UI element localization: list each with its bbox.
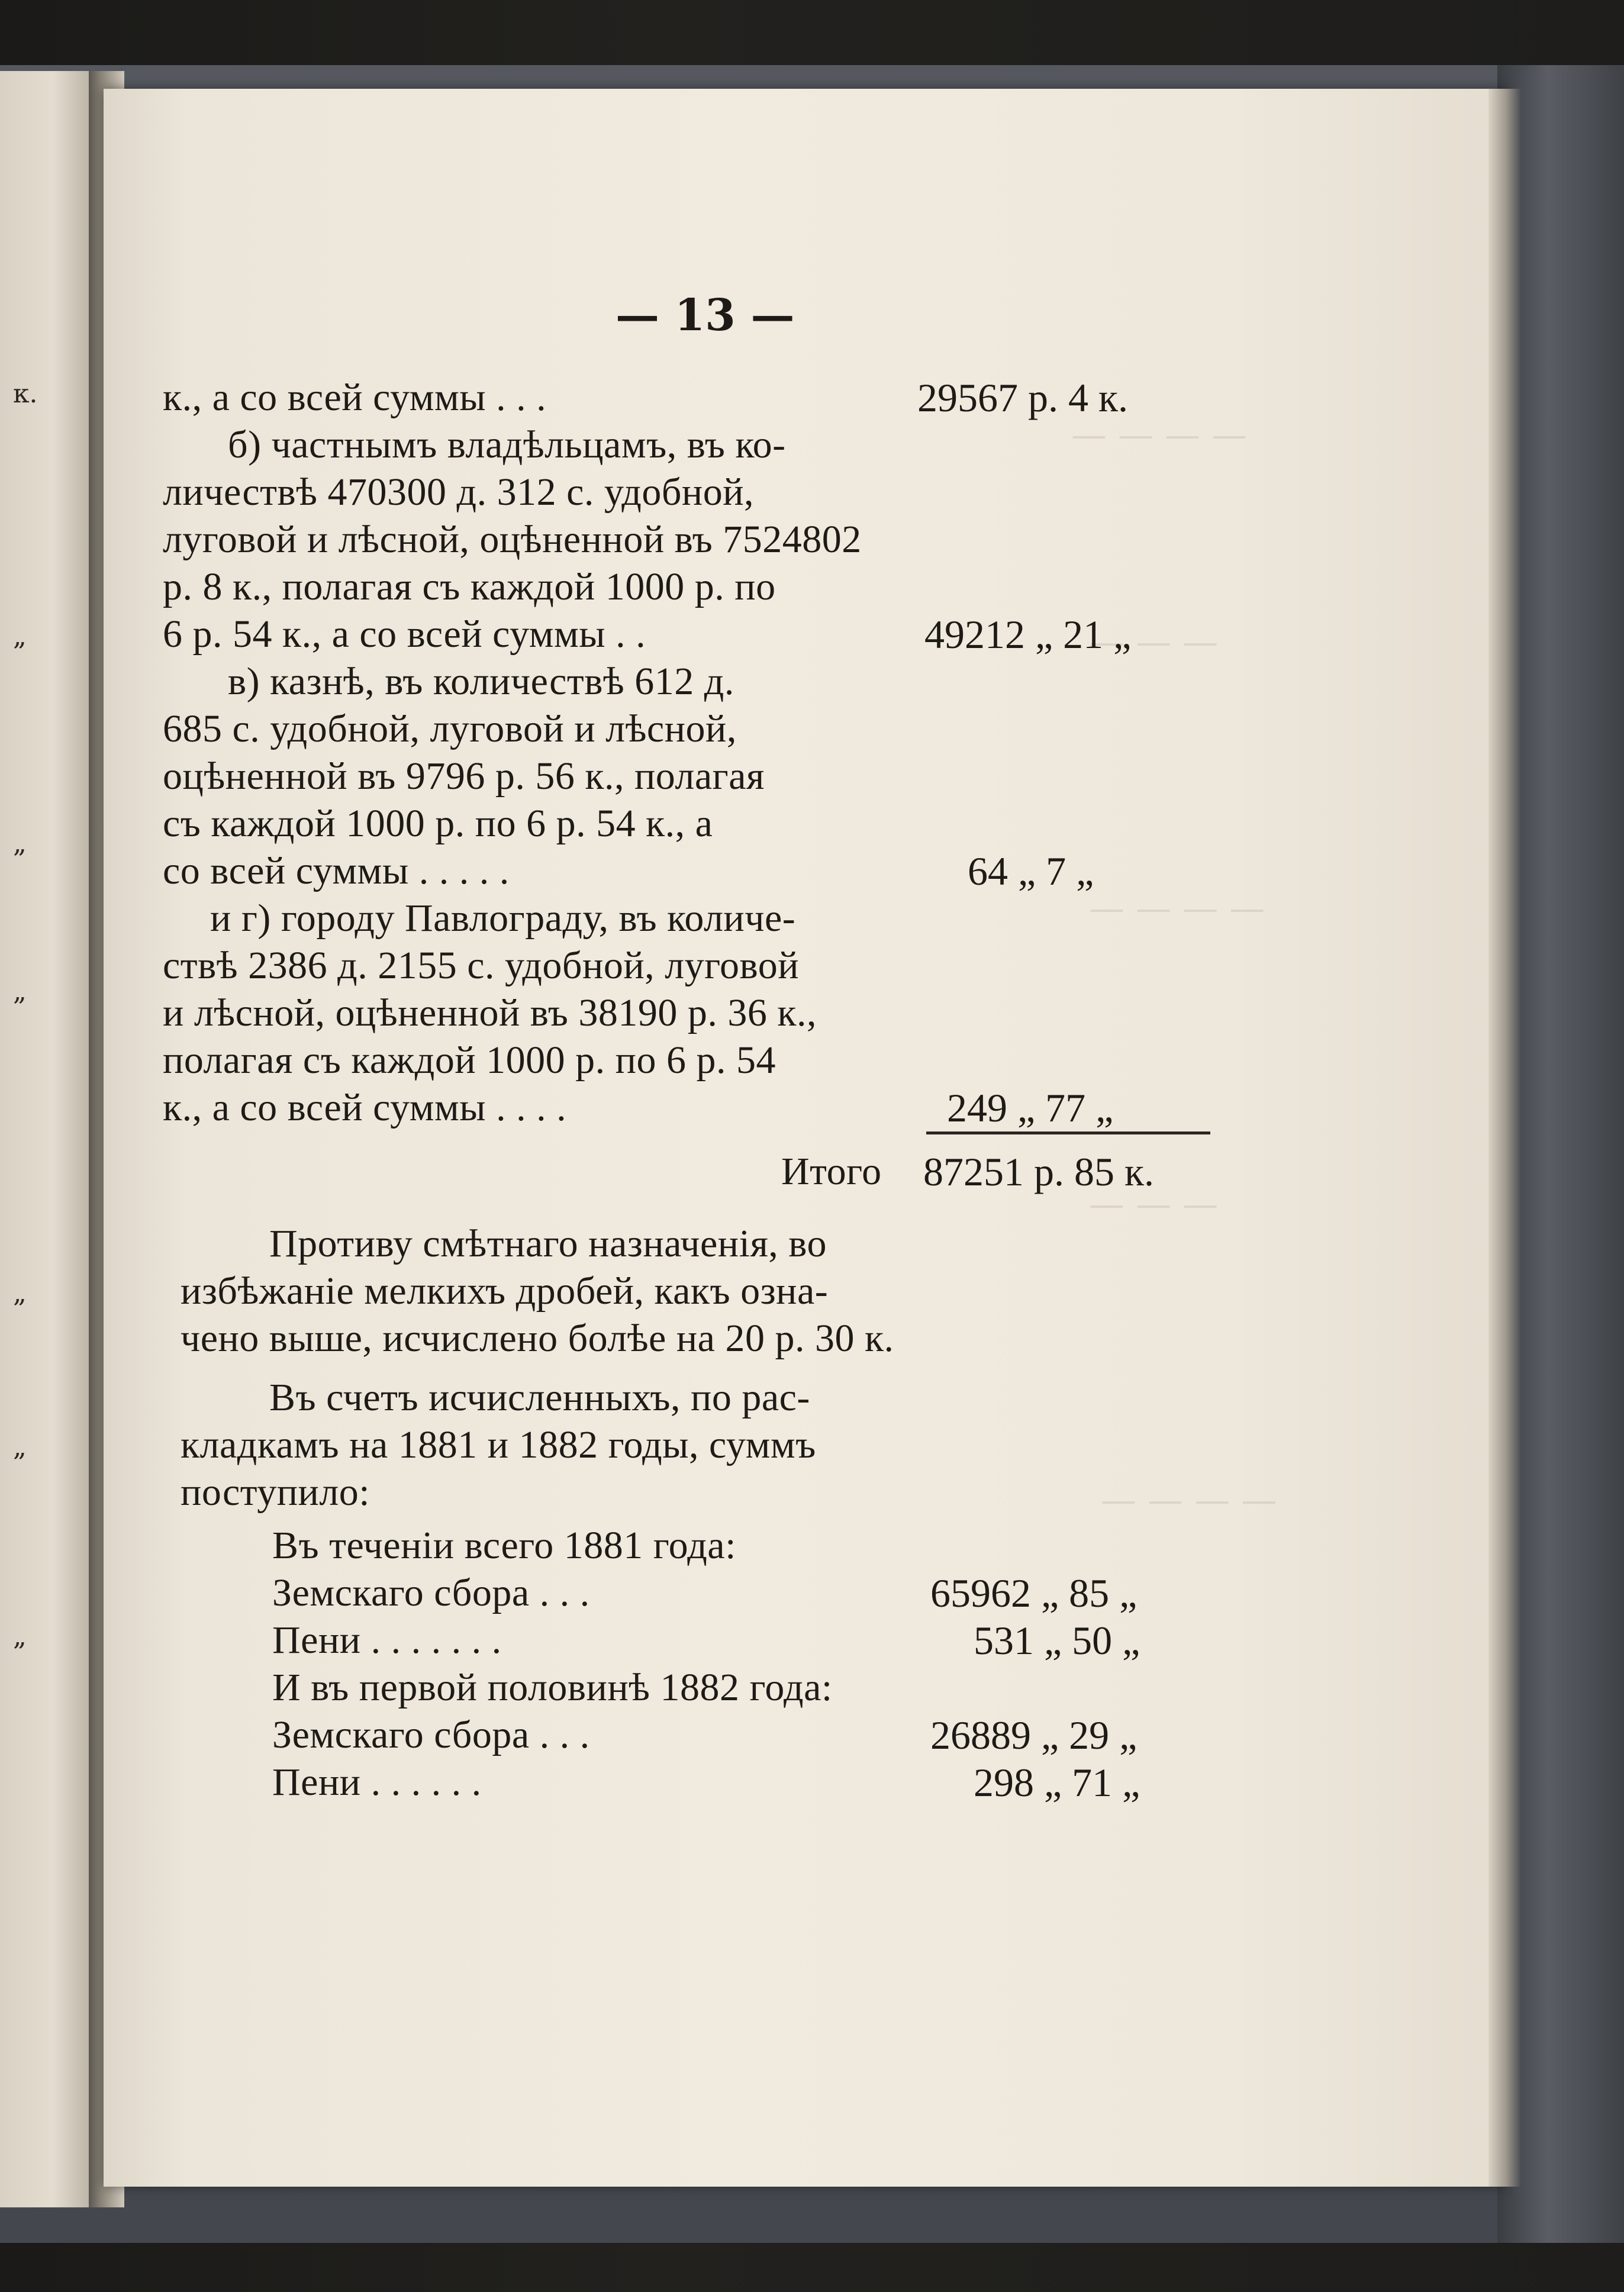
text-line: к., а со всей суммы . . . .: [163, 1086, 567, 1129]
facing-page-mark: „: [13, 976, 27, 1007]
total-label: Итого: [781, 1150, 882, 1193]
amount: 249 „ 77 „: [947, 1085, 1114, 1130]
text-line: кладкамъ на 1881 и 1882 годы, суммъ: [181, 1423, 816, 1466]
amount: 531 „ 50 „: [974, 1618, 1140, 1663]
text-line: 6 р. 54 к., а со всей суммы . .: [163, 613, 646, 656]
text-line: Пени . . . . . .: [272, 1761, 482, 1804]
text-line: р. 8 к., полагая съ каждой 1000 р. по: [163, 565, 776, 608]
text-line: личествѣ 470300 д. 312 с. удобной,: [163, 470, 755, 514]
facing-page-mark: „: [13, 1622, 27, 1652]
facing-page-mark: к.: [13, 379, 38, 409]
text-line: в) казнѣ, въ количествѣ 612 д.: [228, 660, 734, 703]
total-amount: 87251 р. 85 к.: [923, 1149, 1155, 1194]
text-line: Въ теченіи всего 1881 года:: [272, 1524, 736, 1567]
text-line: Въ счетъ исчисленныхъ, по рас-: [269, 1376, 810, 1419]
amount: 29567 р. 4 к.: [917, 375, 1129, 420]
text-line: б) частнымъ владѣльцамъ, въ ко-: [228, 423, 786, 466]
text-line: поступило:: [181, 1471, 370, 1514]
facing-page-mark: „: [13, 1278, 27, 1308]
text-line: Земскаго сбора . . .: [272, 1571, 590, 1614]
text-line: Пени . . . . . . .: [272, 1619, 502, 1662]
text-line: луговой и лѣсной, оцѣненной въ 7524802: [163, 518, 862, 561]
text-line: чено выше, исчислено болѣе на 20 р. 30 к.: [181, 1317, 894, 1360]
amount: 49212 „ 21 „: [924, 612, 1132, 657]
text-line: полагая съ каждой 1000 р. по 6 р. 54: [163, 1039, 776, 1082]
amount: 65962 „ 85 „: [930, 1571, 1138, 1616]
text-line: к., а со всей суммы . . .: [163, 376, 547, 419]
amount: 64 „ 7 „: [968, 849, 1094, 894]
text-line: съ каждой 1000 р. по 6 р. 54 к., а: [163, 802, 713, 845]
text-line: Земскаго сбора . . .: [272, 1713, 590, 1756]
text-line: избѣжаніе мелкихъ дробей, какъ озна-: [181, 1269, 829, 1313]
page-number: — 13 —: [616, 290, 795, 341]
text-line: И въ первой половинѣ 1882 года:: [272, 1666, 833, 1709]
amount: 26889 „ 29 „: [930, 1713, 1138, 1758]
text-line: Противу смѣтнаго назначенія, во: [269, 1222, 827, 1265]
text-line: и г) городу Павлограду, въ количе-: [210, 897, 796, 940]
text-line: со всей суммы . . . . .: [163, 849, 510, 892]
text-line: и лѣсной, оцѣненной въ 38190 р. 36 к.,: [163, 991, 817, 1034]
text-line: оцѣненной въ 9796 р. 56 к., полагая: [163, 755, 765, 798]
amount: 298 „ 71 „: [974, 1760, 1140, 1805]
facing-page-mark: „: [13, 1432, 27, 1462]
text-line: 685 с. удобной, луговой и лѣсной,: [163, 707, 737, 750]
facing-page-mark: „: [13, 829, 27, 859]
sum-rule: [926, 1132, 1210, 1134]
facing-page-mark: „: [13, 621, 27, 652]
text-line: ствѣ 2386 д. 2155 с. удобной, луговой: [163, 944, 800, 987]
scanned-page-view: к. „ „ „ „ „ „ — — — — — — — — — — — — — — — — — — — 13 — к., а со всей суммы . . . 29567 р. 4 к. б) частнымъ владѣльцамъ, въ ко- личествѣ 470300 д. 312 с. удобной, луговой и лѣсной, оцѣненной въ 7524802 р. 8 к., полагая съ каждой 1000 р. по 6 р. 54 к., а со всей суммы . . 49212 „ 21 „ в) казнѣ, въ количествѣ 612 д. 685 с. удобной, луговой и лѣсной, оцѣненной въ 9796 р. 56 к., полагая съ каждой 1000 р. по 6 р. 54 к., а со всей суммы . . . . . 64 „ 7 „ и г) городу Павлограду, въ количе- ствѣ 2386 д. 2155 с. удобной, луговой и лѣсной, оцѣненной въ 38190 р. 36 к., полагая съ каждой 1000 р. по 6 р. 54 к., а со всей суммы . . . . 249 „ 77 „ Итого 87251 р. 85 к. Противу смѣтнаго назначенія, во избѣжаніе мелкихъ дробей, какъ озна- чено выше, исчислено болѣе на 20 р. 30 к. Въ счетъ исчисленныхъ, по рас- кладкамъ на 1881 и 1882 годы, суммъ поступило: Въ теченіи всего 1881 года: Земскаго сбора . . . 65962 „ 85 „ Пени . . . . . . . 531 „ 50 „ И въ первой половинѣ 1882 года: Земскаго сбора . . . 26889 „ 29 „ Пени . . . . . . 298 „ 71 „: [0, 0, 1624, 2292]
